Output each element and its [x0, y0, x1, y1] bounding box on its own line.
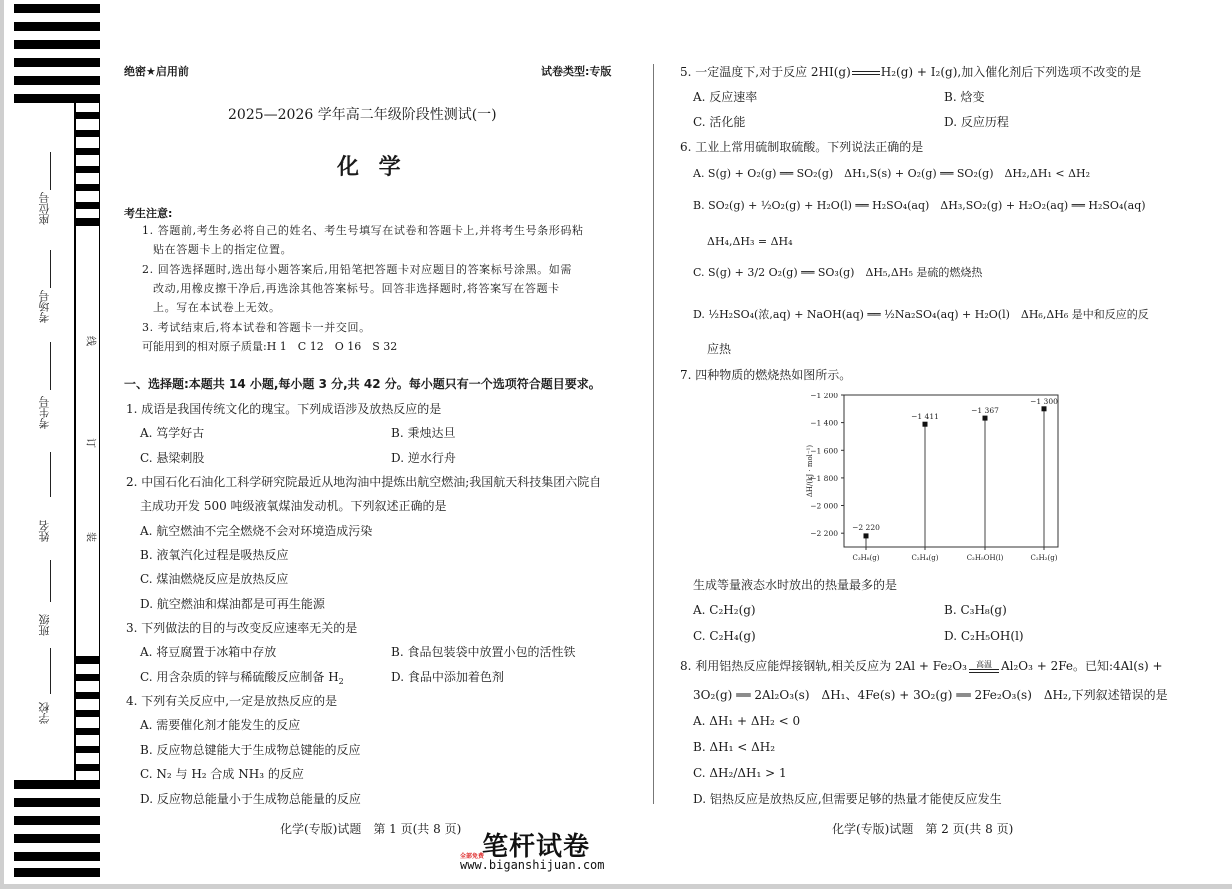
data-point — [983, 416, 988, 421]
field-label-school: 学校 — [38, 702, 51, 724]
question-stem: 1. 成语是我国传统文化的瑰宝。下列成语涉及放热反应的是 — [126, 402, 442, 416]
barcode-stripe — [74, 202, 100, 209]
option-d-cont: 应热 — [707, 342, 732, 356]
question-stem: 6. 工业上常用硫制取硫酸。下列说法正确的是 — [680, 140, 924, 154]
option-a: A. 将豆腐置于冰箱中存放 — [140, 645, 277, 659]
barcode-stripe — [14, 852, 100, 861]
barcode-stripe — [14, 4, 100, 13]
option-d: D. 铝热反应是放热反应,但需要足够的热量才能使反应发生 — [693, 792, 1002, 806]
field-label-seat: 座位号 — [38, 192, 51, 225]
watermark-tag: 全部免费 — [460, 853, 485, 860]
barcode-stripe — [74, 218, 100, 226]
data-point — [923, 422, 928, 427]
option-c: C. 悬梁刺股 — [140, 451, 205, 465]
option-b: B. 食品包装袋中放置小包的活性铁 — [391, 645, 576, 659]
x-tick-label: C₂H₅OH(l) — [966, 554, 1004, 562]
option-c: C. N₂ 与 H₂ 合成 NH₃ 的反应 — [140, 767, 304, 781]
y-tick-label: −2 000 — [810, 501, 838, 511]
data-point — [1042, 406, 1047, 411]
notice-item: 改动,用橡皮擦干净后,再选涂其他答案标号。回答非选择题时,将答案写在答题卡 — [153, 282, 560, 295]
barcode-stripe — [14, 868, 100, 877]
option-a: A. S(g) + O₂(g) ══ SO₂(g) ΔH₁,S(s) + O₂(g) ══ SO₂(g) ΔH₂,ΔH₁ < ΔH₂ — [693, 167, 1091, 180]
option-c: C. S(g) + 3/2 O₂(g) ══ SO₃(g) ΔH₅,ΔH₅ 是硫的燃烧热 — [693, 266, 983, 279]
cut-word-line: 线 — [86, 333, 97, 345]
barcode-stripe — [14, 40, 100, 49]
option-c: C. C₂H₄(g) — [693, 629, 756, 643]
notice-item: 贴在答题卡上的指定位置。 — [153, 243, 293, 256]
option-d: D. 逆水行舟 — [391, 451, 456, 465]
y-tick-label: −2 200 — [810, 529, 838, 539]
y-tick-label: −1 600 — [810, 446, 838, 456]
notice-item: 1. 答题前,考生务必将自己的姓名、考生号填写在试卷和答题卡上,并将考生号条形码粘 — [142, 224, 584, 237]
notice-item: 上。写在本试卷上无效。 — [153, 301, 281, 314]
watermark-title: 笔杆试卷 — [482, 832, 591, 862]
cut-word-assemble: 装 — [86, 529, 97, 541]
field-blank-line[interactable] — [50, 152, 51, 190]
option-d: D. 航空燃油和煤油都是可再生能源 — [140, 597, 325, 611]
barcode-stripe — [14, 76, 100, 85]
field-blank-line[interactable] — [50, 250, 51, 288]
barcode-stripe — [74, 184, 100, 191]
reversible-arrow-icon — [852, 69, 880, 77]
x-tick-label: C₂H₄(g) — [911, 554, 939, 562]
barcode-stripe — [14, 58, 100, 67]
barcode-stripe — [14, 22, 100, 31]
field-label-room: 考场号 — [38, 290, 51, 323]
y-axis-label: ΔH/(kJ · mol⁻¹) — [806, 444, 814, 498]
option-b-cont: ΔH₄,ΔH₃ = ΔH₄ — [707, 235, 793, 248]
option-d: D. 反应物总能量小于生成物总能量的反应 — [140, 792, 361, 806]
subject-title: 化 学 — [337, 155, 407, 180]
barcode-stripe — [14, 798, 100, 807]
field-blank-line[interactable] — [50, 560, 51, 602]
data-label: −1 411 — [911, 412, 939, 421]
page-footer-2: 化学(专版)试题 第 2 页(共 8 页) — [832, 822, 1014, 836]
y-axis — [810, 393, 844, 538]
field-label-class: 班级 — [38, 614, 51, 636]
option-a: A. 需要催化剂才能发生的反应 — [140, 718, 301, 732]
y-tick-label: −1 200 — [810, 393, 838, 400]
cut-word-bind: 订 — [86, 435, 97, 447]
option-d: D. 反应历程 — [944, 115, 1009, 129]
option-b: B. 液氧汽化过程是吸热反应 — [140, 548, 289, 562]
exam-page — [4, 0, 1232, 884]
barcode-stripe — [74, 692, 100, 699]
notice-item: 3. 考试结束后,将本试卷和答题卡一并交回。 — [142, 321, 371, 334]
option-a: A. 航空燃油不完全燃烧不会对环境造成污染 — [140, 524, 373, 538]
x-axis — [852, 547, 1057, 562]
option-b: B. 反应物总键能大于生成物总键能的反应 — [140, 743, 361, 757]
atomic-masses: 可能用到的相对原子质量:H 1 C 12 O 16 S 32 — [142, 340, 398, 353]
barcode-stripe — [74, 764, 100, 771]
barcode-stripe — [74, 166, 100, 173]
barcode-stripe — [14, 780, 100, 789]
field-blank-line[interactable] — [50, 342, 51, 390]
x-tick-label: C₂H₂(g) — [1030, 554, 1058, 562]
data-point — [864, 533, 869, 538]
barcode-stripe — [74, 656, 100, 664]
field-label-name: 姓名 — [38, 520, 51, 542]
option-d: D. C₂H₅OH(l) — [944, 629, 1024, 643]
option-b: B. C₃H₈(g) — [944, 603, 1007, 617]
question-stem: 4. 下列有关反应中,一定是放热反应的是 — [126, 694, 338, 708]
notice-title: 考生注意: — [124, 207, 173, 220]
section-title: 一、选择题:本题共 14 小题,每小题 3 分,共 42 分。每小题只有一个选项符合题目要求。 — [124, 377, 601, 391]
question-stem: 7. 四种物质的燃烧热如图所示。 — [680, 368, 852, 382]
barcode-stripe — [74, 746, 100, 753]
barcode-stripe — [14, 816, 100, 825]
question-stem: 5. 一定温度下,对于反应 2HI(g) H₂(g) + I₂(g),加入催化剂后下列选项不改变的是 — [680, 65, 1142, 79]
option-b: B. 焓变 — [944, 90, 985, 104]
x-tick-label: C₃H₈(g) — [852, 554, 880, 562]
barcode-stripe — [14, 94, 100, 103]
option-d: D. 食品中添加着色剂 — [391, 670, 504, 684]
option-c: C. 活化能 — [693, 115, 746, 129]
y-tick-label: −1 800 — [810, 473, 838, 483]
paper-type-label: 试卷类型:专版 — [541, 65, 612, 78]
y-tick-label: −1 400 — [810, 418, 838, 428]
barcode-stripe — [74, 710, 100, 717]
option-c: C. ΔH₂/ΔH₁ > 1 — [693, 766, 787, 780]
notice-item: 2. 回答选择题时,选出每小题答案后,用铅笔把答题卡对应题目的答案标号涂黑。如需 — [142, 263, 572, 276]
question-stem-cont: 3O₂(g) ══ 2Al₂O₃(s) ΔH₁、4Fe(s) + 3O₂(g) ══ 2Fe₂O₃(s) ΔH₂,下列叙述错误的是 — [693, 688, 1168, 702]
barcode-stripe — [14, 834, 100, 843]
question-sub-stem: 生成等量液态水时放出的热量最多的是 — [693, 578, 898, 592]
option-c: C. 用含杂质的锌与稀硫酸反应制备 $H_2$ — [140, 670, 344, 686]
question-stem: 2. 中国石化石油化工科学研究院最近从地沟油中提炼出航空燃油;我国航天科技集团六院自 — [126, 475, 602, 489]
field-label-examinee-no: 考生号 — [38, 396, 51, 429]
question-stem: 3. 下列做法的目的与改变反应速率无关的是 — [126, 621, 358, 635]
field-blank-line[interactable] — [50, 648, 51, 694]
option-d: D. ½H₂SO₄(浓,aq) + NaOH(aq) ══ ½Na₂SO₄(aq) + H₂O(l) ΔH₆,ΔH₆ 是中和反应的反 — [693, 308, 1149, 321]
confidential-label: 绝密★启用前 — [124, 65, 189, 78]
barcode-stripe — [74, 728, 100, 735]
data-label: −1 300 — [1030, 397, 1058, 406]
option-a: A. ΔH₁ + ΔH₂ < 0 — [693, 714, 801, 728]
option-b: B. 秉烛达旦 — [391, 426, 456, 440]
option-a: A. 笃学好古 — [140, 426, 205, 440]
question-stem-cont: 主成功开发 500 吨级液氧煤油发动机。下列叙述正确的是 — [140, 499, 447, 513]
option-a: A. C₂H₂(g) — [693, 603, 756, 617]
data-label: −1 367 — [971, 406, 999, 415]
data-label: −2 220 — [852, 523, 880, 532]
barcode-stripe — [74, 674, 100, 681]
page-footer-1: 化学(专版)试题 第 1 页(共 8 页) — [280, 822, 462, 836]
watermark-url[interactable]: www.biganshijuan.com — [460, 858, 605, 872]
column-divider — [653, 64, 654, 804]
barcode-stripe — [74, 148, 100, 155]
field-blank-line[interactable] — [50, 452, 51, 497]
barcode-stripe — [74, 112, 100, 119]
data-series — [852, 397, 1058, 547]
barcode-stripe — [74, 130, 100, 137]
question-stem: 8. 利用铝热反应能焊接钢轨,相关反应为 2Al + Fe₂O₃ 高温 Al₂O₃ + 2Fe。已知:4Al(s) + — [680, 659, 1163, 673]
option-b: B. SO₂(g) + ½O₂(g) + H₂O(l) ══ H₂SO₄(aq) ΔH₃,SO₂(g) + H₂O₂(aq) ══ H₂SO₄(aq) — [693, 199, 1146, 212]
reaction-condition-arrow: 高温 — [969, 660, 999, 673]
option-b: B. ΔH₁ < ΔH₂ — [693, 740, 776, 754]
combustion-heat-chart — [804, 393, 1064, 573]
option-a: A. 反应速率 — [693, 90, 758, 104]
exam-title: 2025—2026 学年高二年级阶段性测试(一) — [228, 107, 497, 123]
option-c: C. 煤油燃烧反应是放热反应 — [140, 572, 289, 586]
